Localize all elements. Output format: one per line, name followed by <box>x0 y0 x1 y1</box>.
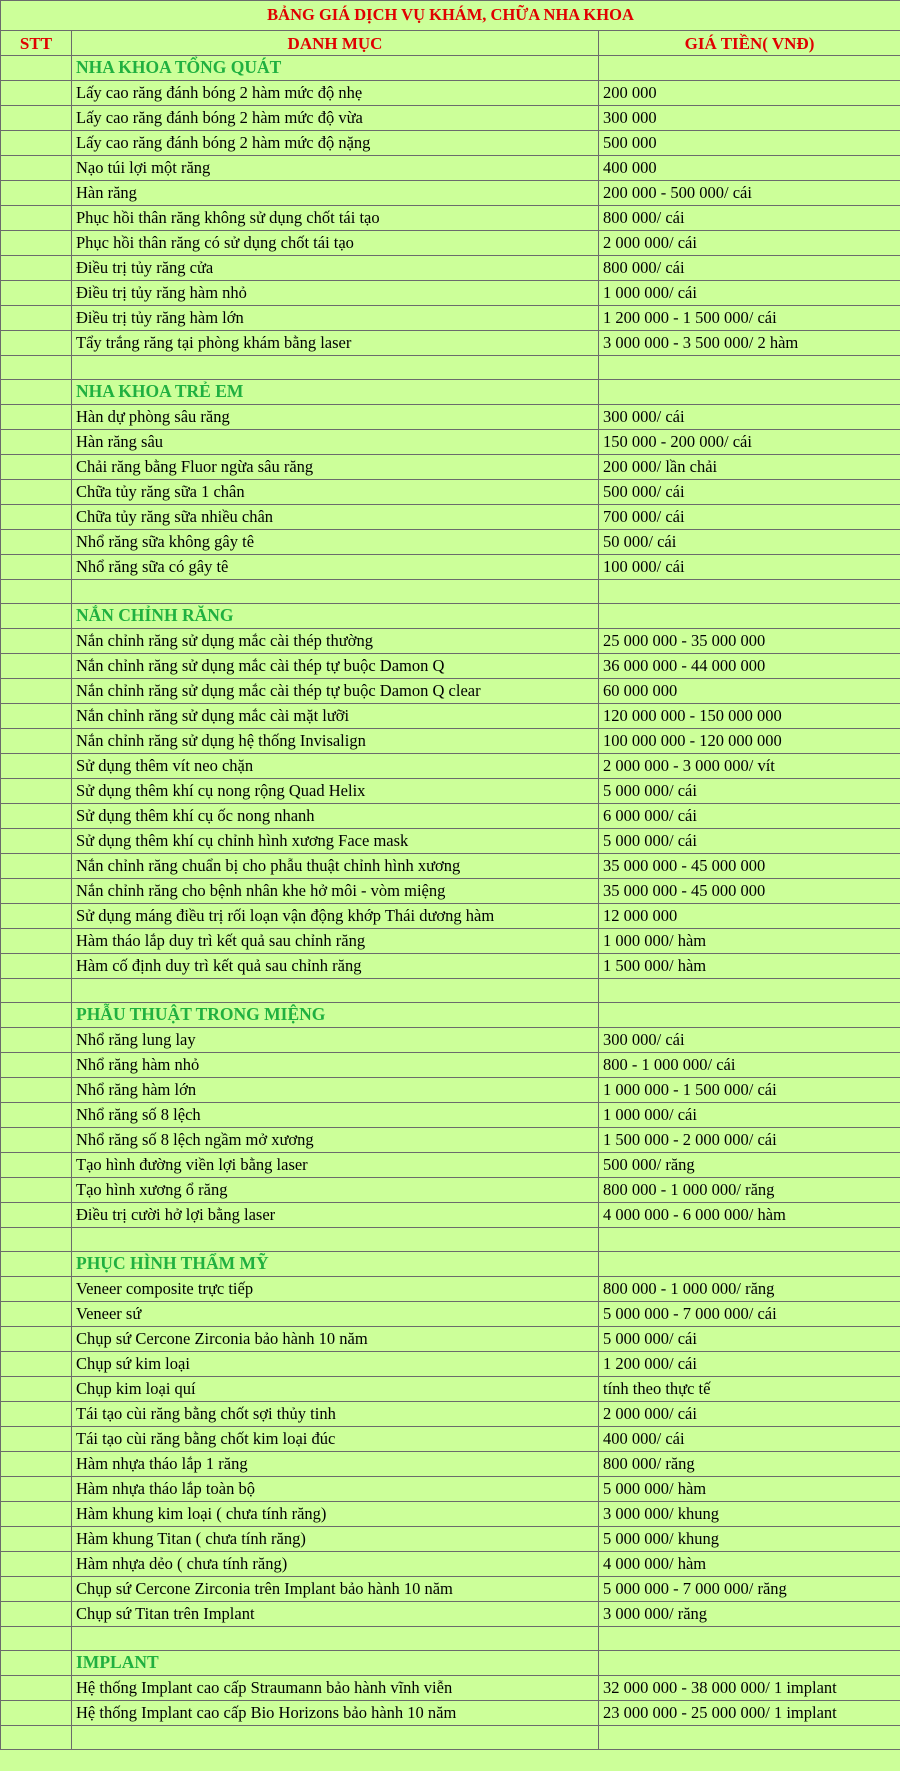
item-price: 800 000/ cái <box>599 256 900 281</box>
table-row <box>1 455 900 480</box>
header-stt: STT <box>1 31 72 56</box>
item-name: Tái tạo cùi răng bằng chốt sợi thủy tinh <box>72 1402 599 1427</box>
item-price: tính theo thực tế <box>599 1377 900 1402</box>
table-row <box>1 181 900 206</box>
stt-cell <box>1 1078 72 1103</box>
stt-cell <box>1 1452 72 1477</box>
stt-cell <box>1 754 72 779</box>
price-cell <box>599 1003 900 1028</box>
item-name: Nắn chỉnh răng sử dụng hệ thống Invisalign <box>72 729 599 754</box>
item-name: Chụp sứ Cercone Zirconia bảo hành 10 năm <box>72 1327 599 1352</box>
stt-cell <box>1 1003 72 1028</box>
table-row <box>1 1078 900 1103</box>
item-name: Hàn dự phòng sâu răng <box>72 405 599 430</box>
empty-cell <box>72 1627 599 1651</box>
item-price: 1 000 000/ cái <box>599 281 900 306</box>
item-name: Điều trị cười hở lợi bằng laser <box>72 1203 599 1228</box>
item-name: Hàn răng sâu <box>72 430 599 455</box>
item-name: Nhổ răng sữa không gây tê <box>72 530 599 555</box>
table-row <box>1 156 900 181</box>
spacer-row <box>1 979 900 1003</box>
section-title: NẮN CHỈNH RĂNG <box>72 604 599 629</box>
item-price: 800 - 1 000 000/ cái <box>599 1053 900 1078</box>
stt-cell <box>1 1527 72 1552</box>
stt-cell <box>1 256 72 281</box>
item-price: 35 000 000 - 45 000 000 <box>599 879 900 904</box>
table-row <box>1 1477 900 1502</box>
header-row <box>1 31 900 56</box>
item-name: Phục hồi thân răng có sử dụng chốt tái tạo <box>72 231 599 256</box>
stt-cell <box>1 779 72 804</box>
table-row <box>1 1676 900 1701</box>
item-name: Chụp sứ Cercone Zirconia trên Implant bảo hành 10 năm <box>72 1577 599 1602</box>
stt-cell <box>1 1502 72 1527</box>
item-name: Chữa tủy răng sữa 1 chân <box>72 480 599 505</box>
item-price: 4 000 000 - 6 000 000/ hàm <box>599 1203 900 1228</box>
item-price: 1 200 000 - 1 500 000/ cái <box>599 306 900 331</box>
item-name: Hàm nhựa dẻo ( chưa tính răng) <box>72 1552 599 1577</box>
item-price: 300 000 <box>599 106 900 131</box>
table-row <box>1 654 900 679</box>
item-price: 1 500 000/ hàm <box>599 954 900 979</box>
item-name: Hàm cố định duy trì kết quả sau chỉnh răng <box>72 954 599 979</box>
item-price: 32 000 000 - 38 000 000/ 1 implant <box>599 1676 900 1701</box>
item-price: 3 000 000/ răng <box>599 1602 900 1627</box>
item-name: Hàm tháo lắp duy trì kết quả sau chỉnh răng <box>72 929 599 954</box>
item-price: 100 000/ cái <box>599 555 900 580</box>
item-price: 1 000 000 - 1 500 000/ cái <box>599 1078 900 1103</box>
item-price: 2 000 000/ cái <box>599 1402 900 1427</box>
table-row <box>1 405 900 430</box>
section-row <box>1 1003 900 1028</box>
stt-cell <box>1 1028 72 1053</box>
item-price: 300 000/ cái <box>599 405 900 430</box>
item-price: 300 000/ cái <box>599 1028 900 1053</box>
empty-cell <box>1 356 72 380</box>
item-name: Sử dụng máng điều trị rối loạn vận động khớp Thái dương hàm <box>72 904 599 929</box>
price-cell <box>599 1252 900 1277</box>
item-price: 200 000/ lần chải <box>599 455 900 480</box>
section-row <box>1 1651 900 1676</box>
item-price: 1 200 000/ cái <box>599 1352 900 1377</box>
stt-cell <box>1 1402 72 1427</box>
empty-cell <box>599 580 900 604</box>
item-price: 25 000 000 - 35 000 000 <box>599 629 900 654</box>
section-title: PHẪU THUẬT TRONG MIỆNG <box>72 1003 599 1028</box>
stt-cell <box>1 480 72 505</box>
item-price: 150 000 - 200 000/ cái <box>599 430 900 455</box>
stt-cell <box>1 1327 72 1352</box>
stt-cell <box>1 804 72 829</box>
item-price: 36 000 000 - 44 000 000 <box>599 654 900 679</box>
stt-cell <box>1 56 72 81</box>
section-row <box>1 56 900 81</box>
stt-cell <box>1 1377 72 1402</box>
item-name: Lấy cao răng đánh bóng 2 hàm mức độ nhẹ <box>72 81 599 106</box>
item-name: Tẩy trắng răng tại phòng khám bằng laser <box>72 331 599 356</box>
table-row <box>1 1053 900 1078</box>
table-row <box>1 1302 900 1327</box>
item-name: Hàn răng <box>72 181 599 206</box>
item-price: 35 000 000 - 45 000 000 <box>599 854 900 879</box>
item-name: Hàm khung kim loại ( chưa tính răng) <box>72 1502 599 1527</box>
item-price: 5 000 000/ cái <box>599 779 900 804</box>
table-row <box>1 1452 900 1477</box>
item-price: 23 000 000 - 25 000 000/ 1 implant <box>599 1701 900 1726</box>
table-row <box>1 1203 900 1228</box>
table-row <box>1 1402 900 1427</box>
item-name: Sử dụng thêm khí cụ chỉnh hình xương Face mask <box>72 829 599 854</box>
stt-cell <box>1 1277 72 1302</box>
item-price: 1 000 000/ cái <box>599 1103 900 1128</box>
empty-cell <box>1 979 72 1003</box>
stt-cell <box>1 1203 72 1228</box>
stt-cell <box>1 904 72 929</box>
empty-cell <box>72 979 599 1003</box>
item-price: 400 000/ cái <box>599 1427 900 1452</box>
table-row <box>1 1602 900 1627</box>
item-name: Điều trị tủy răng hàm nhỏ <box>72 281 599 306</box>
table-row <box>1 754 900 779</box>
item-price: 12 000 000 <box>599 904 900 929</box>
empty-cell <box>599 1627 900 1651</box>
spacer-row <box>1 580 900 604</box>
table-row <box>1 729 900 754</box>
table-row <box>1 430 900 455</box>
item-name: Nắn chỉnh răng sử dụng mắc cài thép tự buộc Damon Q clear <box>72 679 599 704</box>
item-name: Veneer composite trực tiếp <box>72 1277 599 1302</box>
table-row <box>1 306 900 331</box>
header-name: DANH MỤC <box>72 31 599 56</box>
item-name: Nạo túi lợi một răng <box>72 156 599 181</box>
item-name: Hệ thống Implant cao cấp Straumann bảo hành vĩnh viễn <box>72 1676 599 1701</box>
section-row <box>1 1252 900 1277</box>
item-price: 3 000 000/ khung <box>599 1502 900 1527</box>
item-name: Nắn chỉnh răng cho bệnh nhân khe hở môi - vòm miệng <box>72 879 599 904</box>
table-row <box>1 929 900 954</box>
stt-cell <box>1 1352 72 1377</box>
item-name: Nhổ răng số 8 lệch ngầm mở xương <box>72 1128 599 1153</box>
stt-cell <box>1 704 72 729</box>
table-row <box>1 1128 900 1153</box>
item-name: Chụp sứ kim loại <box>72 1352 599 1377</box>
item-price: 5 000 000 - 7 000 000/ răng <box>599 1577 900 1602</box>
section-title: PHỤC HÌNH THẨM MỸ <box>72 1252 599 1277</box>
item-name: Phục hồi thân răng không sử dụng chốt tái tạo <box>72 206 599 231</box>
stt-cell <box>1 654 72 679</box>
empty-cell <box>1 1726 72 1750</box>
item-price: 800 000/ cái <box>599 206 900 231</box>
item-name: Tái tạo cùi răng bằng chốt kim loại đúc <box>72 1427 599 1452</box>
stt-cell <box>1 306 72 331</box>
stt-cell <box>1 854 72 879</box>
item-name: Sử dụng thêm khí cụ nong rộng Quad Helix <box>72 779 599 804</box>
item-price: 500 000 <box>599 131 900 156</box>
item-price: 5 000 000/ hàm <box>599 1477 900 1502</box>
table-row <box>1 81 900 106</box>
item-price: 200 000 - 500 000/ cái <box>599 181 900 206</box>
stt-cell <box>1 954 72 979</box>
stt-cell <box>1 829 72 854</box>
table-row <box>1 206 900 231</box>
stt-cell <box>1 231 72 256</box>
table-row <box>1 829 900 854</box>
stt-cell <box>1 679 72 704</box>
table-row <box>1 231 900 256</box>
table-row <box>1 904 900 929</box>
item-name: Tạo hình xương ổ răng <box>72 1178 599 1203</box>
item-price: 2 000 000/ cái <box>599 231 900 256</box>
item-price: 800 000/ răng <box>599 1452 900 1477</box>
stt-cell <box>1 555 72 580</box>
item-name: Nắn chỉnh răng sử dụng mắc cài mặt lưỡi <box>72 704 599 729</box>
table-row <box>1 1178 900 1203</box>
item-price: 2 000 000 - 3 000 000/ vít <box>599 754 900 779</box>
item-price: 800 000 - 1 000 000/ răng <box>599 1178 900 1203</box>
item-price: 60 000 000 <box>599 679 900 704</box>
item-price: 200 000 <box>599 81 900 106</box>
item-price: 1 500 000 - 2 000 000/ cái <box>599 1128 900 1153</box>
item-name: Chữa tủy răng sữa nhiều chân <box>72 505 599 530</box>
stt-cell <box>1 1153 72 1178</box>
empty-cell <box>599 356 900 380</box>
stt-cell <box>1 1252 72 1277</box>
item-name: Tạo hình đường viền lợi bằng laser <box>72 1153 599 1178</box>
item-price: 4 000 000/ hàm <box>599 1552 900 1577</box>
stt-cell <box>1 1577 72 1602</box>
stt-cell <box>1 156 72 181</box>
table-row <box>1 1701 900 1726</box>
table-row <box>1 331 900 356</box>
item-price: 400 000 <box>599 156 900 181</box>
item-name: Lấy cao răng đánh bóng 2 hàm mức độ nặng <box>72 131 599 156</box>
item-name: Nhổ răng hàm lớn <box>72 1078 599 1103</box>
table-row <box>1 679 900 704</box>
spacer-row <box>1 1228 900 1252</box>
item-price: 6 000 000/ cái <box>599 804 900 829</box>
table-row <box>1 1527 900 1552</box>
table-row <box>1 106 900 131</box>
stt-cell <box>1 1178 72 1203</box>
price-cell <box>599 56 900 81</box>
empty-cell <box>72 356 599 380</box>
item-name: Điều trị tủy răng hàm lớn <box>72 306 599 331</box>
item-price: 5 000 000/ cái <box>599 1327 900 1352</box>
spacer-row <box>1 1627 900 1651</box>
item-name: Nhổ răng lung lay <box>72 1028 599 1053</box>
page-title: BẢNG GIÁ DỊCH VỤ KHÁM, CHỮA NHA KHOA <box>1 1 900 31</box>
stt-cell <box>1 1651 72 1676</box>
table-row <box>1 954 900 979</box>
table-row <box>1 804 900 829</box>
table-row <box>1 1352 900 1377</box>
stt-cell <box>1 455 72 480</box>
empty-cell <box>72 1726 599 1750</box>
item-name: Nhổ răng hàm nhỏ <box>72 1053 599 1078</box>
item-name: Điều trị tủy răng cửa <box>72 256 599 281</box>
table-row <box>1 555 900 580</box>
empty-cell <box>599 1726 900 1750</box>
empty-cell <box>1 1228 72 1252</box>
stt-cell <box>1 879 72 904</box>
table-row <box>1 505 900 530</box>
stt-cell <box>1 929 72 954</box>
stt-cell <box>1 405 72 430</box>
item-price: 700 000/ cái <box>599 505 900 530</box>
table-row <box>1 1103 900 1128</box>
table-row <box>1 1552 900 1577</box>
stt-cell <box>1 1427 72 1452</box>
item-name: Lấy cao răng đánh bóng 2 hàm mức độ vừa <box>72 106 599 131</box>
item-name: Hệ thống Implant cao cấp Bio Horizons bảo hành 10 năm <box>72 1701 599 1726</box>
item-price: 120 000 000 - 150 000 000 <box>599 704 900 729</box>
table-row <box>1 704 900 729</box>
table-row <box>1 480 900 505</box>
table-row <box>1 256 900 281</box>
table-row <box>1 1377 900 1402</box>
item-name: Hàm nhựa tháo lắp 1 răng <box>72 1452 599 1477</box>
stt-cell <box>1 1602 72 1627</box>
item-price: 100 000 000 - 120 000 000 <box>599 729 900 754</box>
section-title: NHA KHOA TRẺ EM <box>72 380 599 405</box>
table-row <box>1 1028 900 1053</box>
item-name: Sử dụng thêm khí cụ ốc nong nhanh <box>72 804 599 829</box>
stt-cell <box>1 629 72 654</box>
section-row <box>1 604 900 629</box>
price-cell <box>599 380 900 405</box>
stt-cell <box>1 131 72 156</box>
title-row <box>1 1 900 31</box>
table-row <box>1 779 900 804</box>
stt-cell <box>1 1128 72 1153</box>
spacer-row <box>1 356 900 380</box>
stt-cell <box>1 106 72 131</box>
stt-cell <box>1 1477 72 1502</box>
item-price: 3 000 000 - 3 500 000/ 2 hàm <box>599 331 900 356</box>
stt-cell <box>1 1302 72 1327</box>
stt-cell <box>1 729 72 754</box>
item-name: Chải răng bằng Fluor ngừa sâu răng <box>72 455 599 480</box>
table-row <box>1 1277 900 1302</box>
stt-cell <box>1 281 72 306</box>
empty-cell <box>72 580 599 604</box>
section-title: IMPLANT <box>72 1651 599 1676</box>
stt-cell <box>1 604 72 629</box>
stt-cell <box>1 380 72 405</box>
item-name: Sử dụng thêm vít neo chặn <box>72 754 599 779</box>
item-name: Nắn chỉnh răng sử dụng mắc cài thép thường <box>72 629 599 654</box>
item-name: Veneer sứ <box>72 1302 599 1327</box>
table-row <box>1 281 900 306</box>
item-name: Hàm nhựa tháo lắp toàn bộ <box>72 1477 599 1502</box>
spacer-row <box>1 1726 900 1750</box>
table-row <box>1 131 900 156</box>
item-price: 5 000 000/ khung <box>599 1527 900 1552</box>
item-name: Nắn chỉnh răng chuẩn bị cho phẫu thuật chỉnh hình xương <box>72 854 599 879</box>
stt-cell <box>1 430 72 455</box>
empty-cell <box>599 979 900 1003</box>
table-row <box>1 879 900 904</box>
item-name: Nhổ răng số 8 lệch <box>72 1103 599 1128</box>
empty-cell <box>1 1627 72 1651</box>
table-row <box>1 1327 900 1352</box>
table-row <box>1 1502 900 1527</box>
table-row <box>1 1153 900 1178</box>
item-price: 5 000 000 - 7 000 000/ cái <box>599 1302 900 1327</box>
item-name: Chụp kim loại quí <box>72 1377 599 1402</box>
item-price: 500 000/ cái <box>599 480 900 505</box>
item-price: 50 000/ cái <box>599 530 900 555</box>
stt-cell <box>1 1053 72 1078</box>
table-row <box>1 854 900 879</box>
item-price: 1 000 000/ hàm <box>599 929 900 954</box>
stt-cell <box>1 181 72 206</box>
stt-cell <box>1 331 72 356</box>
table-row <box>1 1577 900 1602</box>
item-name: Chụp sứ Titan trên Implant <box>72 1602 599 1627</box>
empty-cell <box>72 1228 599 1252</box>
stt-cell <box>1 1676 72 1701</box>
item-name: Nhổ răng sữa có gây tê <box>72 555 599 580</box>
stt-cell <box>1 1103 72 1128</box>
stt-cell <box>1 530 72 555</box>
item-price: 500 000/ răng <box>599 1153 900 1178</box>
empty-cell <box>1 580 72 604</box>
stt-cell <box>1 505 72 530</box>
item-price: 5 000 000/ cái <box>599 829 900 854</box>
table-row <box>1 1427 900 1452</box>
empty-cell <box>599 1228 900 1252</box>
price-cell <box>599 1651 900 1676</box>
price-cell <box>599 604 900 629</box>
section-title: NHA KHOA TỔNG QUÁT <box>72 56 599 81</box>
header-price: GIÁ TIỀN( VNĐ) <box>599 31 900 56</box>
table-row <box>1 629 900 654</box>
stt-cell <box>1 1552 72 1577</box>
stt-cell <box>1 81 72 106</box>
stt-cell <box>1 1701 72 1726</box>
stt-cell <box>1 206 72 231</box>
table-row <box>1 530 900 555</box>
item-name: Nắn chỉnh răng sử dụng mắc cài thép tự buộc Damon Q <box>72 654 599 679</box>
item-name: Hàm khung Titan ( chưa tính răng) <box>72 1527 599 1552</box>
section-row <box>1 380 900 405</box>
item-price: 800 000 - 1 000 000/ răng <box>599 1277 900 1302</box>
